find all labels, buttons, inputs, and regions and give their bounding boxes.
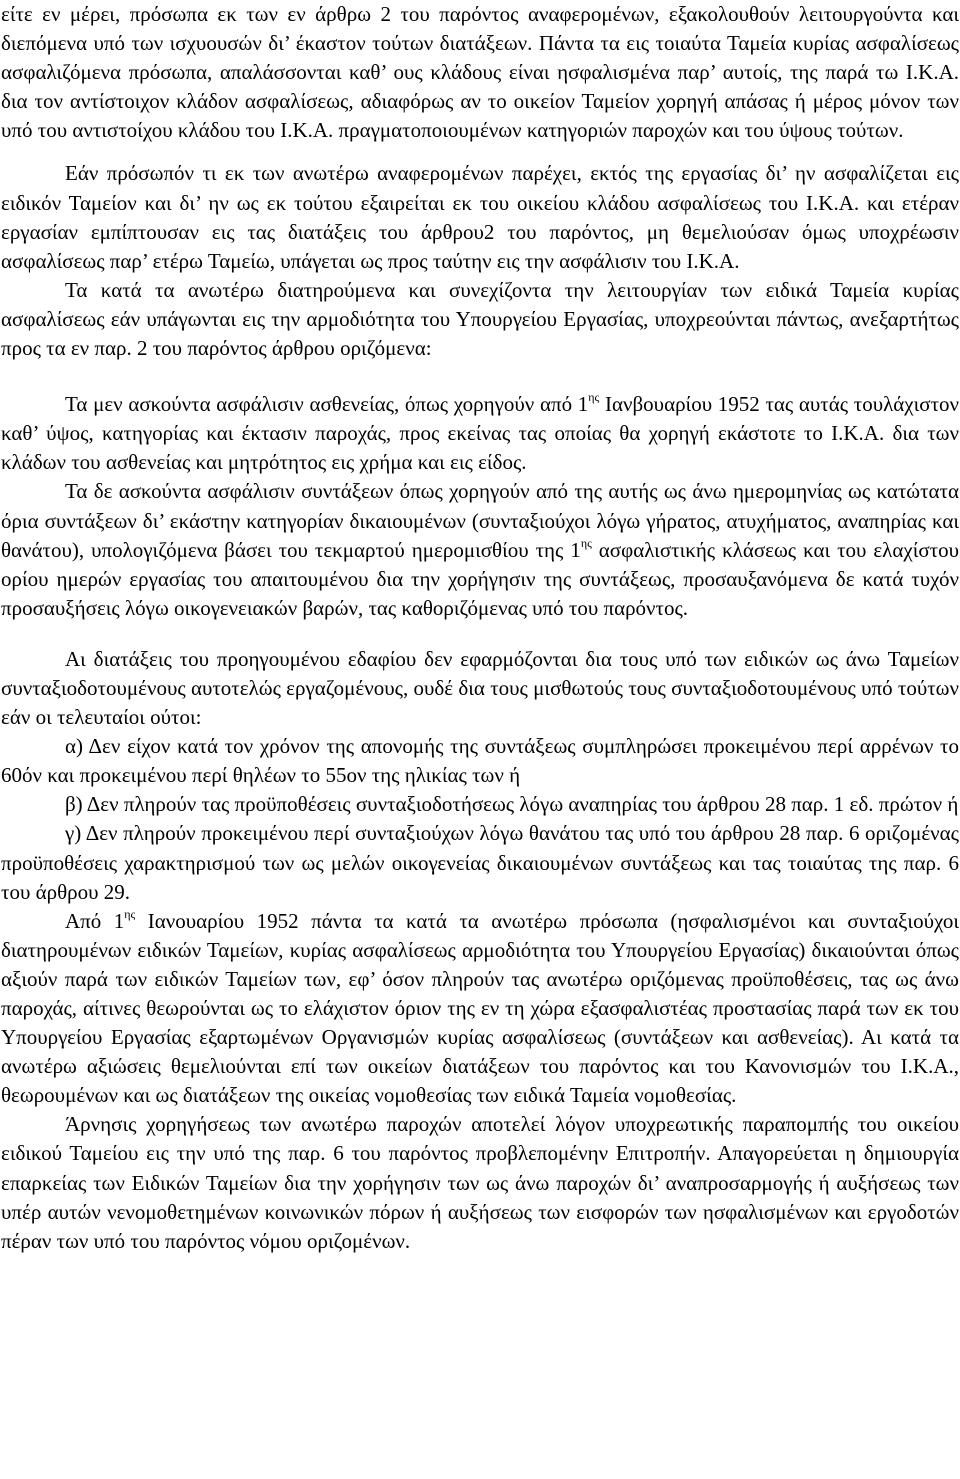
paragraph-7-text-a: Από 1	[65, 908, 125, 933]
paragraph-5-text-b: ασφαλιστικής κλάσεως και του ελαχίστου ορίου ημερών εργασίας του απαιτουμένου δια την χορήγησιν της συντάξεως, προσαυξανόμενα δε κατά τυχόν προσαυξήσεις λόγω οικογενειακών βαρών, τας καθοριζόμενας υπό του παρόντος.	[1, 537, 959, 620]
paragraph-5-text-a: Τα δε ασκούντα ασφάλισιν συντάξεων όπως χορηγούν από της αυτής ως άνω ημερομηνίας ως κατώτατα όρια συντάξεων δι’ εκάστην κατηγορίαν δικαιουμένων (συνταξιούχοι λόγω γήρατος, ατυχήματος, αναπηρίας και θανάτου), υπολογιζόμενα βάσει του τεκμαρτού ημερομισθίου της 1	[1, 479, 959, 562]
paragraph-1: είτε εν μέρει, πρόσωπα εκ των εν άρθρω 2 του παρόντος αναφερομένων, εξακολουθούν λειτουργούντα και διεπόμενα υπό των ισχυουσών δι’ έκαστον τούτων διατάξεων. Πάντα τα εις τοιαύτα Ταμεία κυρίας ασφαλίσεως ασφαλιζόμενα πρόσωπα, απαλάσσονται καθ’ ους κλάδους είναι ησφαλισμένα παρ’ αυτοίς, της παρά τω Ι.Κ.Α. δια τον αντίστοιχον κλάδον ασφαλίσεως, αδιαφόρως αν το οικείον Ταμείον χορηγή απάσας ή μέρος μόνον των υπό του αντιστοίχου κλάδου του Ι.Κ.Α. πραγματοποιουμένων κατηγοριών παροχών και του ύψους τούτων.	[1, 2, 959, 143]
list-item-a: α) Δεν είχον κατά τον χρόνον της απονομής της συντάξεως συμπληρώσει προκειμένου περί αρρένων το 60όν και προκειμένου περί θηλέων το 55ον της ηλικίας των ή	[1, 734, 959, 788]
paragraph-7-text-b: Ιανουαρίου 1952 πάντα τα κατά τα ανωτέρω πρόσωπα (ησφαλισμένοι και συνταξιούχοι διατηρουμένων ειδικών Ταμείων, κυρίας ασφαλίσεως αρμοδιότητα του Υπουργείου Εργασίας) δικαιούνται όπως αξιούν παρά των ειδικών Ταμείων των, εφ’ όσον πληρούν τας ανωτέρω οριζόμενας προϋποθέσεις, τας ως άνω παροχάς, αίτινες θεωρούνται ως το ελάχιστον όριον της εν τη χώρα εξασφαλιστέας προστασίας παρά των εκ του Υπουργείου Εργασίας εξαρτωμένων Οργανισμών κυρίας ασφαλίσεως (συντάξεων και ασθενείας). Αι κατά τα ανωτέρω αξιώσεις θεμελιούνται επί των οικείων διατάξεων του παρόντος και του Κανονισμών του Ι.Κ.Α., θεωρουμένων και ως διατάξεων της οικείας νομοθεσίας των ειδικά Ταμεία νομοθεσίας.	[1, 908, 959, 1108]
ordinal-superscript: ης	[580, 535, 592, 550]
paragraph-2: Εάν πρόσωπόν τι εκ των ανωτέρω αναφερομένων παρέχει, εκτός της εργασίας δι’ ην ασφαλίζεται εις ειδικόν Ταμείον και δι’ ην ως εκ τούτου εξαιρείται εκ του οικείου κλάδου ασφαλίσεως του Ι.Κ.Α. και ετέραν εργασίαν εμπίπτουσαν εις τας διατάξεις του άρθρου2 του παρόντος, μη θεμελιούσαν όμως υποχρέωσιν ασφαλίσεως παρ’ ετέρω Ταμείω, υπάγεται ως προς ταύτην εις την ασφάλισιν του Ι.Κ.Α.	[1, 161, 959, 273]
paragraph-4-text-a: Τα μεν ασκούντα ασφάλισιν ασθενείας, όπως χορηγούν από 1	[65, 392, 589, 417]
paragraph-4	[1, 390, 959, 477]
paragraph-7	[1, 907, 959, 1111]
paragraph-8: Άρνησις χορηγήσεως των ανωτέρω παροχών αποτελεί λόγον υποχρεωτικής παραπομπής του οικείου ειδικού Ταμείου εις την υπό της παρ. 6 του παρόντος προβλεπομένην Επιτροπήν. Απαγορεύεται η δημιουργία επαρκείας των Ειδικών Ταμείων δια την χορήγησιν των ως άνω παροχών δι’ αναπροσαρμογής ή αυξήσεως των υπέρ αυτών νενομοθετημένων κοινωνικών πόρων ή αυξήσεως των εισφορών των ησφαλισμένων και εργοδοτών πέραν των υπό του παρόντος νόμου οριζομένων.	[1, 1112, 959, 1253]
list-item-c: γ) Δεν πληρούν προκειμένου περί συνταξιούχων λόγω θανάτου τας υπό του άρθρου 28 παρ. 6 οριζομένας προϋποθέσεις χαρακτηρισμού των ως μελών οικογενείας δικαιουμένων συντάξεως και τας τοιαύτας της παρ. 6 του άρθρου 29.	[1, 821, 959, 904]
paragraph-5	[1, 477, 959, 622]
ordinal-superscript: ης	[588, 390, 600, 405]
list-item-b: β) Δεν πληρούν τας προϋποθέσεις συνταξιοδοτήσεως λόγω αναπηρίας του άρθρου 28 παρ. 1 εδ. πρώτον ή	[65, 792, 959, 817]
paragraph-6: Αι διατάξεις του προηγουμένου εδαφίου δεν εφαρμόζονται δια τους υπό των ειδικών ως άνω Ταμείων συνταξιοδοτουμένους αυτοτελώς εργαζομένους, ουδέ δια τους μισθωτούς τους συνταξιοδοτουμένους υπό τούτων εάν οι τελευταίοι ούτοι:	[1, 646, 959, 730]
paragraph-4-text-b: Ιανβουαρίου 1952 τας αυτάς τουλάχιστον καθ’ ύψος, κατηγορίας και έκτασιν παροχάς, προς εκείνας τας οποίας θα χορηγή εκάστοτε το Ι.Κ.Α. δια των κλάδων του ασθενείας και μητρότητος εις χρήμα και εις είδος.	[1, 392, 960, 475]
ordinal-superscript: ης	[124, 906, 136, 921]
paragraph-3: Τα κατά τα ανωτέρω διατηρούμενα και συνεχίζοντα την λειτουργίαν των ειδικά Ταμεία κυρίας ασφαλίσεως εάν υπάγωνται εις την αρμοδιότητα του Υπουργείου Εργασίας, υποχρεούνται πάντως, ανεξαρτήτως προς τα εν παρ. 2 του παρόντος άρθρου οριζόμενα:	[1, 277, 959, 361]
